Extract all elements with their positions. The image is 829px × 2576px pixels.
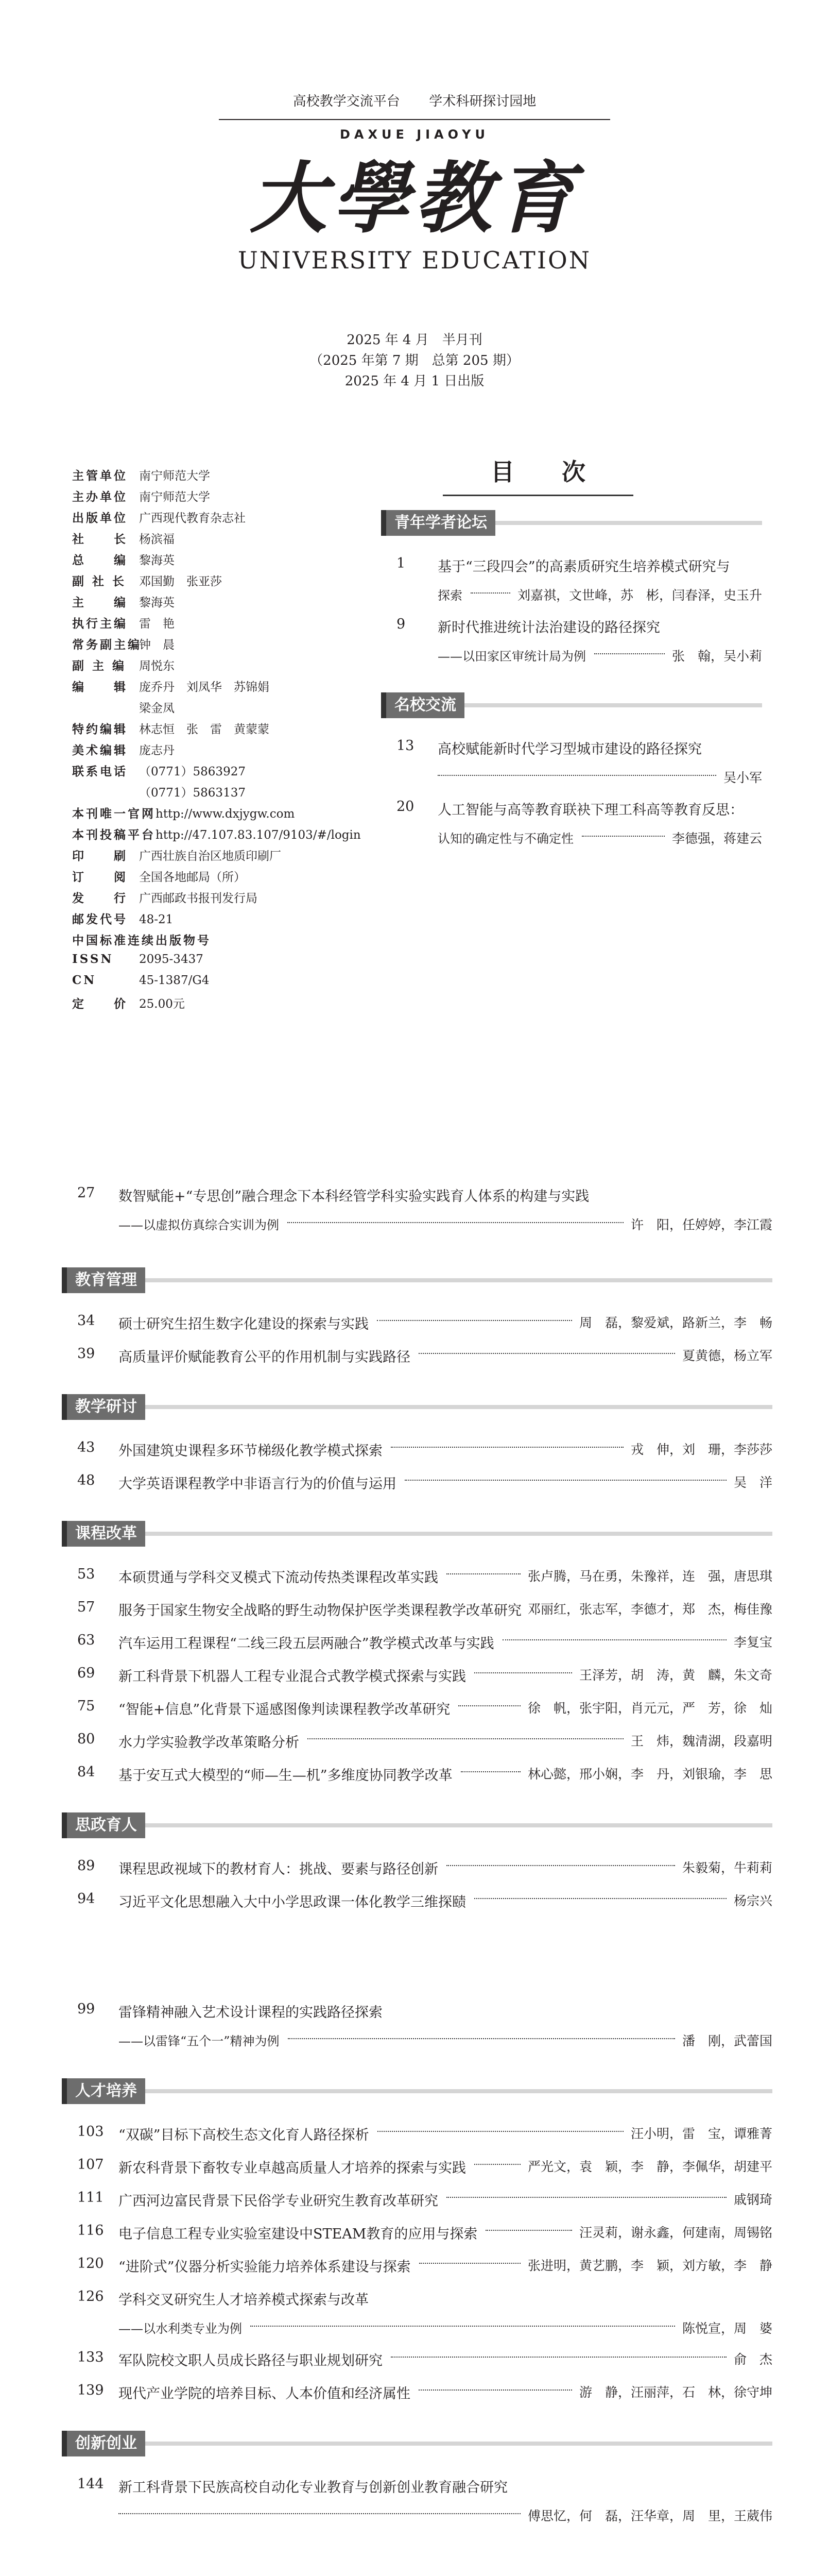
entry-title: 大学英语课程教学中非语言行为的价值与运用 [118, 1476, 396, 1492]
entry-title: 高校赋能新时代学习型城市建设的路径探究 [438, 741, 702, 757]
page-number: 107 [77, 2157, 104, 2173]
masthead-row [72, 466, 210, 483]
masthead-key: 邮发代号 [72, 912, 128, 926]
masthead-row [72, 846, 281, 863]
masthead-key: 美术编辑 [72, 743, 128, 757]
dot-leader [461, 1771, 521, 1772]
entry-authors: 邓丽红，张志军，李德才，郑 杰，梅佳豫 [527, 1602, 772, 1617]
dot-leader [446, 1865, 675, 1866]
masthead-row [72, 677, 269, 694]
entry-authors: 潘 刚，武蕾国 [682, 2033, 772, 2048]
entry-subtitle: ——以雷锋“五个一”精神为例 [118, 2034, 280, 2048]
toc-main [0, 1185, 829, 2576]
dot-leader [287, 1222, 624, 1223]
masthead-value: 南宁师范大学 [139, 490, 210, 504]
entry-authors: 李德强，蒋建云 [671, 831, 762, 846]
dot-leader [486, 2230, 572, 2231]
masthead-key: 特约编辑 [72, 722, 128, 736]
masthead-value: 2095-3437 [139, 953, 203, 966]
masthead-value: 庞乔丹 刘凤华 苏锦娟 [139, 681, 269, 694]
entry-title: 新农科背景下畜牧专业卓越高质量人才培养的探索与实践 [118, 2160, 466, 2176]
toc-entry[interactable] [62, 1891, 772, 1952]
masthead-row [72, 656, 175, 673]
entry-authors: 戚钢琦 [733, 2192, 772, 2207]
masthead-value: 雷 艳 [139, 617, 175, 631]
page-number: 9 [396, 616, 406, 632]
entry-authors: 傅思忆，何 磊，汪华章，周 里，王葳伟 [527, 2509, 772, 2523]
tagline [0, 91, 829, 110]
logo-block [0, 155, 829, 274]
masthead-key: 执行主编 [72, 617, 128, 631]
masthead-key: 出版单位 [72, 511, 128, 525]
page-number: 13 [396, 738, 414, 754]
entry-authors: 王 炜，魏清湖，段嘉明 [630, 1734, 772, 1749]
page-number: 89 [77, 1858, 95, 1874]
entry-subtitle: ——以田家区审统计局为例 [438, 649, 586, 664]
page-number: 120 [77, 2256, 104, 2272]
entry-title: 新工科背景下民族高校自动化专业教育与创新创业教育融合研究 [118, 2480, 508, 2496]
entry-title: “双碳”目标下高校生态文化育人路径探析 [118, 2127, 369, 2143]
page-number: 63 [77, 1632, 95, 1648]
dot-leader [391, 1447, 624, 1448]
masthead-key: 印 刷 [72, 849, 128, 863]
masthead-value: 25.00元 [139, 997, 185, 1011]
masthead-row [72, 741, 175, 758]
entry-authors: 杨宗兴 [733, 1893, 772, 1908]
section-header: 教学研讨 [62, 1394, 145, 1420]
entry-authors: 吴小军 [723, 770, 762, 785]
masthead [0, 466, 412, 1048]
entry-authors: 徐 帆，张宇阳，肖元元，严 芳，徐 灿 [527, 1701, 772, 1716]
issue-info [0, 330, 829, 392]
entry-authors: 戎 伸，刘 珊，李莎莎 [630, 1442, 772, 1457]
masthead-row [72, 509, 246, 526]
pinyin: DAXUE JIAOYU [339, 127, 490, 142]
dot-leader [594, 653, 665, 654]
entry-title: 服务于国家生物安全战略的野生动物保护医学类课程教学改革研究 [118, 1603, 522, 1619]
dot-leader [377, 2131, 624, 2132]
page-number: 75 [77, 1698, 95, 1714]
masthead-value: （0771）5863927 [139, 765, 246, 778]
masthead-value: 广西邮政书报刊发行局 [139, 892, 257, 905]
masthead-value: 广西壮族自治区地质印刷厂 [139, 850, 281, 863]
dot-leader [250, 2326, 675, 2327]
masthead-value: 梁金凤 [139, 702, 175, 715]
masthead-key: 主办单位 [72, 490, 128, 504]
entry-title: 新工科背景下机器人工程专业混合式教学模式探索与实践 [118, 1669, 466, 1685]
entry-title: 广西河边富民背景下民俗学专业研究生教育改革研究 [118, 2193, 438, 2209]
section-header: 教育管理 [62, 1267, 145, 1293]
masthead-row [72, 762, 246, 779]
masthead-value: 林志恒 张 雷 黄蒙蒙 [139, 723, 269, 736]
masthead-row [72, 973, 209, 987]
masthead-key: 编 辑 [72, 680, 128, 694]
dot-leader [582, 836, 665, 837]
entry-authors: 张进明，黄艺鹏，李 颖，刘方敏，李 静 [527, 2258, 772, 2273]
masthead-key: 本刊投稿平台 [72, 828, 156, 842]
toc-entry[interactable] [62, 1185, 772, 1246]
entry-authors: 夏黄德，杨立军 [682, 1348, 772, 1363]
section-header: 课程改革 [62, 1521, 145, 1547]
masthead-value: 杨滨福 [139, 533, 175, 546]
entry-title: 电子信息工程专业实验室建设中STEAM教育的应用与探索 [118, 2226, 478, 2242]
entry-title: “进阶式”仪器分析实验能力培养体系建设与探索 [118, 2259, 411, 2275]
entry-title: 人工智能与高等教育联袂下理工科高等教育反思： [438, 802, 744, 818]
page-number: 126 [77, 2289, 104, 2304]
masthead-key: 本刊唯一官网 [72, 807, 156, 821]
toc-entry[interactable] [62, 1764, 772, 1825]
entry-authors: 林心懿，邢小娴，李 丹，刘银瑜，李 思 [527, 1767, 772, 1782]
masthead-value: 黎海英 [139, 554, 175, 567]
entry-authors: 朱毅菊，牛莉莉 [682, 1860, 772, 1875]
toc-entry[interactable] [62, 2476, 772, 2537]
dot-leader [405, 1480, 727, 1481]
entry-title: 水力学实验教学改革策略分析 [118, 1735, 299, 1751]
dot-leader [474, 1898, 727, 1899]
page-number: 111 [77, 2190, 104, 2206]
masthead-value: 庞志丹 [139, 744, 175, 757]
page-number: 48 [77, 1472, 95, 1488]
masthead-value: （0771）5863137 [139, 786, 246, 800]
toc-entry[interactable] [381, 799, 762, 859]
masthead-key: 社 长 [72, 532, 128, 546]
entry-authors: 刘嘉祺，文世峰，苏 彬，闫春泽，史玉升 [517, 588, 762, 603]
page-number: 39 [77, 1346, 95, 1362]
dot-leader [446, 1573, 521, 1574]
dot-leader [474, 2164, 521, 2165]
entry-authors: 周 磊，黎爱斌，路新兰，李 畅 [579, 1315, 772, 1330]
issue-line: 2025 年 4 月 半月刊 [347, 332, 482, 348]
entry-authors: 汪灵莉，谢永鑫，何建南，周锡铭 [579, 2225, 772, 2240]
page-number: 69 [77, 1665, 95, 1681]
entry-subtitle: ——以水利类专业为例 [118, 2321, 242, 2336]
masthead-key: 联系电话 [72, 765, 128, 778]
tagline-left: 高校教学交流平台 [292, 94, 400, 109]
entry-title: 硕士研究生招生数字化建设的探索与实践 [118, 1316, 369, 1332]
issue-line: 2025 年 4 月 1 日出版 [344, 374, 485, 389]
page-number: 139 [77, 2382, 104, 2398]
dot-leader [118, 2513, 521, 2514]
entry-title: “智能+信息”化背景下遥感图像判读课程教学改革研究 [118, 1702, 451, 1718]
page-number: 57 [77, 1599, 95, 1615]
entry-title: 习近平文化思想融入大中小学思政课一体化教学三维探赜 [118, 1894, 466, 1910]
masthead-row [72, 530, 175, 547]
masthead-value: 广西现代教育杂志社 [139, 512, 246, 525]
dot-leader [458, 1705, 521, 1706]
entry-authors: 俞 杰 [733, 2352, 772, 2367]
section-rule [62, 2089, 772, 2093]
entry-authors: 许 阳，任婷婷，李江霞 [630, 1217, 772, 1232]
section-header: 思政育人 [62, 1812, 145, 1838]
entry-title: 外国建筑史课程多环节梯级化教学模式探索 [118, 1443, 383, 1459]
header-rule [219, 119, 610, 120]
section-header: 名校交流 [381, 692, 464, 718]
masthead-value: 邓国勤 张亚莎 [139, 575, 222, 588]
masthead-key: 副 主 编 [72, 659, 127, 673]
toc-right-column [371, 510, 772, 1051]
masthead-value: 钟 晨 [139, 638, 175, 652]
page-number: 20 [396, 799, 414, 815]
entry-title: 雷锋精神融入艺术设计课程的实践路径探索 [118, 2005, 383, 2021]
masthead-key: 主 编 [72, 596, 128, 609]
masthead-value: 全国各地邮局（所） [139, 871, 246, 884]
entry-authors: 汪小明，雷 宝，谭雅菁 [630, 2126, 772, 2141]
masthead-key: 订 阅 [72, 870, 128, 884]
header [0, 91, 829, 142]
masthead-row [72, 614, 175, 631]
entry-title: 军队院校文职人员成长路径与职业规划研究 [118, 2353, 383, 2369]
toc-entry[interactable] [62, 2001, 772, 2062]
masthead-key: 总 编 [72, 553, 128, 567]
masthead-row [72, 804, 295, 821]
masthead-row [72, 593, 175, 610]
page-number: 133 [77, 2349, 104, 2365]
dot-leader [503, 1639, 727, 1640]
entry-authors: 王泽芳，胡 涛，黄 麟，朱文奇 [579, 1668, 772, 1683]
dot-leader [438, 775, 716, 776]
masthead-key: 常务副主编 [72, 638, 142, 652]
dot-leader [391, 2357, 727, 2358]
dot-leader [419, 1353, 675, 1354]
masthead-value: http://47.107.83.107/9103/#/login [156, 828, 361, 842]
masthead-row [72, 635, 175, 652]
masthead-row [72, 868, 246, 885]
masthead-row [72, 720, 269, 737]
toc-entry[interactable] [62, 1346, 772, 1406]
page-number: 43 [77, 1439, 95, 1455]
toc-title: 目 次 [491, 458, 585, 486]
dot-leader [471, 592, 510, 594]
section-header: 青年学者论坛 [381, 510, 495, 536]
entry-title: 新时代推进统计法治建设的路径探究 [438, 620, 660, 636]
masthead-row [72, 825, 361, 842]
masthead-key: 中国标准连续出版物号 [72, 934, 211, 947]
entry-authors: 张卢腾，马在勇，朱豫祥，连 强，唐思琪 [527, 1569, 772, 1584]
toc-entry[interactable] [381, 616, 762, 677]
entry-authors: 李复宝 [733, 1635, 772, 1650]
toc-entry[interactable] [62, 2382, 772, 2443]
masthead-row [72, 910, 173, 927]
page-number: 27 [77, 1185, 95, 1201]
masthead-key: 发 行 [72, 891, 128, 905]
page-number: 84 [77, 1764, 95, 1780]
dot-leader [307, 1738, 624, 1739]
issue-line: （2025 年第 7 期 总第 205 期） [309, 353, 520, 368]
page-number: 144 [77, 2476, 104, 2492]
entry-title: 数智赋能+“专思创”融合理念下本科经管学科实验实践育人体系的构建与实践 [118, 1189, 590, 1205]
entry-title: 课程思政视域下的教材育人：挑战、要素与路径创新 [118, 1861, 438, 1877]
masthead-value: 45-1387/G4 [139, 974, 210, 987]
page-number: 94 [77, 1891, 95, 1907]
masthead-value: 南宁师范大学 [139, 469, 210, 483]
dot-leader [419, 2389, 572, 2391]
section-rule [62, 1278, 772, 1282]
masthead-key: 定 价 [72, 997, 128, 1011]
entry-title: 高质量评价赋能教育公平的作用机制与实践路径 [118, 1349, 410, 1365]
entry-title: 基于安互式大模型的“师—生—机”多维度协同教学改革 [118, 1768, 453, 1784]
section-header: 人才培养 [62, 2078, 145, 2104]
masthead-key: 主管单位 [72, 469, 128, 483]
masthead-row [72, 572, 222, 589]
toc-title-box [443, 453, 633, 496]
page-number: 53 [77, 1566, 95, 1582]
dot-leader [377, 1320, 572, 1321]
page-number: 103 [77, 2124, 104, 2140]
entry-subtitle: 探索 [438, 588, 462, 603]
page-number: 99 [77, 2001, 95, 2017]
tagline-right: 学术科研探讨园地 [429, 94, 537, 109]
dot-leader [474, 1672, 572, 1673]
dot-leader [446, 2197, 727, 2198]
entry-authors: 张 翰，吴小莉 [671, 649, 762, 664]
masthead-row [72, 994, 185, 1011]
masthead-row [72, 952, 203, 966]
entry-title: 现代产业学院的培养目标、人本价值和经济属性 [118, 2386, 410, 2402]
masthead-value: 周悦东 [139, 659, 175, 673]
toc-entry[interactable] [381, 738, 762, 799]
page-number: 80 [77, 1731, 95, 1747]
masthead-key: ISSN [72, 952, 114, 966]
masthead-row [72, 551, 175, 568]
entry-title: 学科交叉研究生人才培养模式探索与改革 [118, 2292, 369, 2308]
section-header: 创新创业 [62, 2431, 145, 2456]
page-number: 1 [396, 555, 406, 571]
title-english: UNIVERSITY EDUCATION [238, 246, 591, 274]
entry-authors: 吴 洋 [733, 1475, 772, 1490]
masthead-key: 副 社 长 [72, 574, 127, 588]
toc-entry[interactable] [62, 2289, 772, 2349]
logo-chinese: 大學教育 [249, 153, 579, 244]
masthead-value: 48-21 [139, 913, 174, 926]
masthead-row [72, 699, 175, 716]
entry-title: 本硕贯通与学科交叉模式下流动传热类课程改革实践 [118, 1570, 438, 1586]
toc-entry[interactable] [381, 555, 762, 616]
masthead-value: http://www.dxjygw.com [156, 807, 295, 821]
dot-leader [419, 2263, 521, 2264]
entry-subtitle: 认知的确定性与不确定性 [438, 832, 574, 846]
entry-subtitle: ——以虚拟仿真综合实训为例 [118, 1218, 279, 1232]
masthead-row [72, 931, 211, 948]
toc-entry[interactable] [62, 1472, 772, 1533]
entry-authors: 陈悦宣，周 婆 [682, 2321, 772, 2336]
masthead-row [72, 487, 210, 504]
page-number: 116 [77, 2223, 104, 2239]
masthead-row [72, 783, 246, 800]
dot-leader [288, 2038, 675, 2039]
entry-title: 基于“三段四会”的高素质研究生培养模式研究与 [438, 559, 730, 575]
masthead-key: CN [72, 973, 97, 987]
entry-title: 汽车运用工程课程“二线三段五层两融合”教学模式改革与实践 [118, 1636, 494, 1652]
page-number: 34 [77, 1313, 95, 1329]
masthead-value: 黎海英 [139, 596, 175, 609]
entry-authors: 游 静，汪丽萍，石 林，徐守坤 [579, 2385, 772, 2400]
masthead-row [72, 889, 257, 906]
entry-authors: 严光文，袁 颖，李 静，李佩华，胡建平 [527, 2159, 772, 2174]
